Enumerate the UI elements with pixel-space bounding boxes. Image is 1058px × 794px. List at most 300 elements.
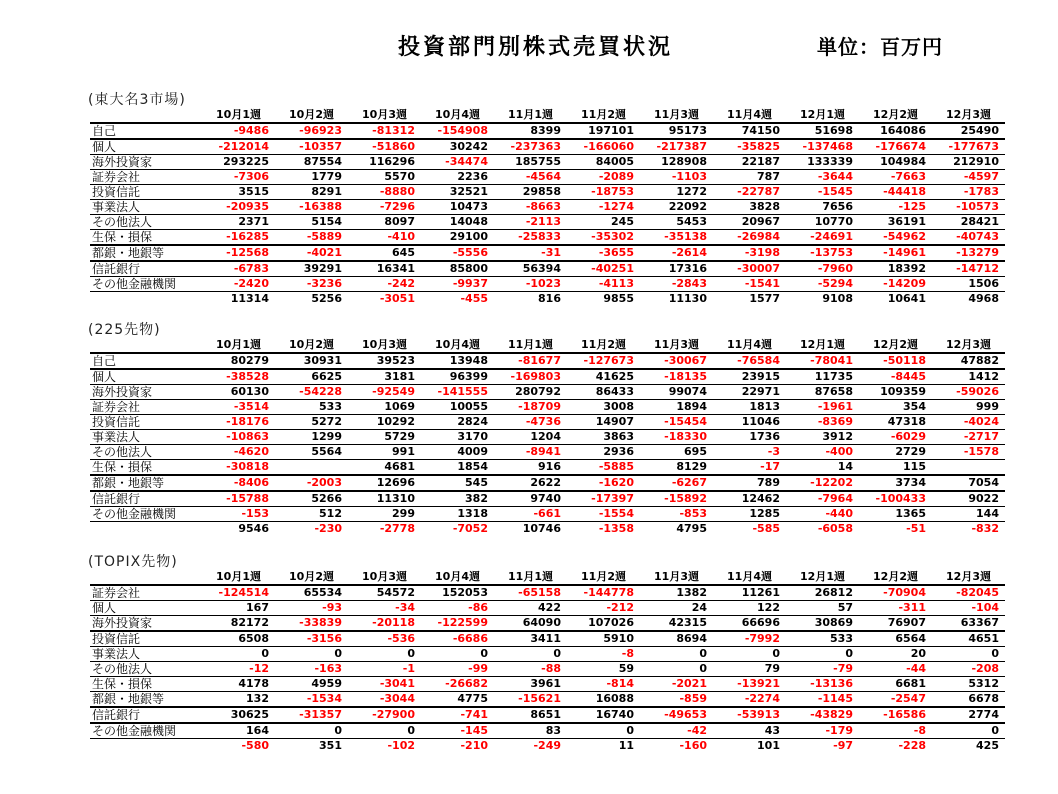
value-cell: 5256 (311, 292, 342, 305)
value-cell: -99 (421, 662, 494, 677)
row-label: 自己 (90, 353, 202, 369)
table-row (90, 677, 1005, 692)
value-cell: 7054 (932, 475, 1005, 491)
value-cell: 9740 (494, 491, 567, 507)
row-label: 自己 (90, 123, 202, 139)
value-cell: -12 (202, 662, 275, 677)
value-cell: -6267 (640, 475, 713, 491)
column-header: 12月2週 (859, 338, 932, 353)
value-cell: -6058 (817, 522, 853, 535)
value-cell: -12568 (202, 245, 275, 261)
value-cell: 354 (859, 400, 932, 415)
value-cell: 17316 (640, 261, 713, 277)
row-label: 海外投資家 (90, 385, 202, 400)
value-cell: -15454 (640, 415, 713, 430)
value-cell: -13921 (713, 677, 786, 692)
value-cell: -145 (421, 723, 494, 739)
value-cell: -455 (460, 292, 488, 305)
value-cell: -18709 (494, 400, 567, 415)
value-cell: -4736 (494, 415, 567, 430)
value-cell: -5889 (275, 230, 348, 246)
value-cell: 533 (275, 400, 348, 415)
value-cell: 645 (348, 245, 421, 261)
value-cell: 0 (640, 647, 713, 662)
value-cell: 16088 (567, 692, 640, 708)
value-cell: 14907 (567, 415, 640, 430)
value-cell: 1854 (421, 460, 494, 476)
value-cell: 86433 (567, 385, 640, 400)
value-cell: -104 (932, 601, 1005, 616)
value-cell: 10473 (421, 200, 494, 215)
value-cell: 0 (275, 647, 348, 662)
total-row (90, 739, 1005, 754)
value-cell: 0 (421, 647, 494, 662)
row-label: その他金融機関 (90, 507, 202, 522)
value-cell: -1578 (932, 445, 1005, 460)
value-cell: 10641 (887, 292, 926, 305)
table-row (90, 170, 1005, 185)
table-row (90, 585, 1005, 601)
value-cell: -10863 (202, 430, 275, 445)
value-cell: 6564 (859, 631, 932, 647)
column-header: 11月1週 (494, 338, 567, 353)
value-cell: 789 (713, 475, 786, 491)
value-cell: 916 (494, 460, 567, 476)
value-cell: 8129 (640, 460, 713, 476)
row-label: その他法人 (90, 215, 202, 230)
table-row (90, 692, 1005, 708)
row-label: 投資信託 (90, 631, 202, 647)
value-cell: 9022 (932, 491, 1005, 507)
value-cell: 13948 (421, 353, 494, 369)
value-cell: -96923 (275, 123, 348, 139)
value-cell: 999 (932, 400, 1005, 415)
value-cell: -859 (640, 692, 713, 708)
value-cell: 30869 (786, 616, 859, 632)
value-cell: -35825 (713, 139, 786, 155)
table-row (90, 415, 1005, 430)
value-cell: -10357 (275, 139, 348, 155)
value-cell: 22187 (713, 155, 786, 170)
value-cell: 8651 (494, 707, 567, 723)
value-cell: -65158 (494, 585, 567, 601)
value-cell: 4651 (932, 631, 1005, 647)
value-cell: 0 (494, 647, 567, 662)
value-cell: 65534 (275, 585, 348, 601)
value-cell: -125 (859, 200, 932, 215)
value-cell: 1577 (749, 292, 780, 305)
value-cell: -81312 (348, 123, 421, 139)
value-cell: 32521 (421, 185, 494, 200)
value-cell: 47318 (859, 415, 932, 430)
value-cell: 0 (348, 647, 421, 662)
row-label: 都銀・地銀等 (90, 692, 202, 708)
value-cell: 39291 (275, 261, 348, 277)
row-label: 信託銀行 (90, 491, 202, 507)
row-label: 個人 (90, 369, 202, 385)
value-cell: 79 (713, 662, 786, 677)
row-label: 個人 (90, 601, 202, 616)
value-cell: -212 (567, 601, 640, 616)
column-header: 12月1週 (786, 570, 859, 585)
value-cell: -54228 (275, 385, 348, 400)
table-row (90, 707, 1005, 723)
value-cell: 4795 (676, 522, 707, 535)
value-cell: 56394 (494, 261, 567, 277)
value-cell: 5564 (275, 445, 348, 460)
value-cell: 3828 (713, 200, 786, 215)
value-cell: -31357 (275, 707, 348, 723)
value-cell: 80279 (202, 353, 275, 369)
section-label: (225先物) (88, 322, 161, 338)
value-cell: 96399 (421, 369, 494, 385)
value-cell: 22971 (713, 385, 786, 400)
column-header: 11月4週 (713, 108, 786, 123)
value-cell: 85800 (421, 261, 494, 277)
value-cell: -42 (640, 723, 713, 739)
column-header: 11月2週 (567, 570, 640, 585)
value-cell: 84005 (567, 155, 640, 170)
value-cell: -34 (348, 601, 421, 616)
value-cell: 695 (640, 445, 713, 460)
value-cell: 10055 (421, 400, 494, 415)
trading-table (90, 108, 1005, 306)
value-cell: -1145 (786, 692, 859, 708)
value-cell: -97 (833, 739, 853, 752)
value-cell: 3912 (786, 430, 859, 445)
value-cell: -15621 (494, 692, 567, 708)
value-cell: 12696 (348, 475, 421, 491)
value-cell: 8694 (640, 631, 713, 647)
value-cell: -4620 (202, 445, 275, 460)
value-cell: -7964 (786, 491, 859, 507)
value-cell: -7663 (859, 170, 932, 185)
value-cell: 43 (713, 723, 786, 739)
value-cell: -4021 (275, 245, 348, 261)
value-cell: 5154 (275, 215, 348, 230)
value-cell: -30067 (640, 353, 713, 369)
value-cell: -93 (275, 601, 348, 616)
value-cell: 1813 (713, 400, 786, 415)
trading-table (90, 570, 1005, 753)
table-row (90, 353, 1005, 369)
value-cell: -9486 (202, 123, 275, 139)
row-label: 生保・損保 (90, 677, 202, 692)
value-cell: -166060 (567, 139, 640, 155)
value-cell: -24691 (786, 230, 859, 246)
column-header: 12月2週 (859, 570, 932, 585)
value-cell: -31 (494, 245, 567, 261)
value-cell: 212910 (932, 155, 1005, 170)
value-cell: 54572 (348, 585, 421, 601)
value-cell: 63367 (932, 616, 1005, 632)
value-cell: -14961 (859, 245, 932, 261)
value-cell: 3863 (567, 430, 640, 445)
value-cell: 1069 (348, 400, 421, 415)
value-cell: 132 (202, 692, 275, 708)
value-cell: -26682 (421, 677, 494, 692)
value-cell: 87658 (786, 385, 859, 400)
value-cell: -1783 (932, 185, 1005, 200)
value-cell: 3170 (421, 430, 494, 445)
total-row-label (90, 292, 202, 307)
value-cell: -51860 (348, 139, 421, 155)
value-cell: 1204 (494, 430, 567, 445)
value-cell: 36191 (859, 215, 932, 230)
value-cell: 6625 (275, 369, 348, 385)
value-cell: -14712 (932, 261, 1005, 277)
value-cell: -2021 (640, 677, 713, 692)
value-cell: -242 (348, 277, 421, 292)
row-label: 投資信託 (90, 415, 202, 430)
value-cell: -18135 (640, 369, 713, 385)
value-cell: 60130 (202, 385, 275, 400)
value-cell: -1358 (598, 522, 634, 535)
value-cell: -14209 (859, 277, 932, 292)
value-cell: 144 (932, 507, 1005, 522)
column-header: 11月2週 (567, 108, 640, 123)
value-cell: 185755 (494, 155, 567, 170)
value-cell: -585 (752, 522, 780, 535)
row-label: その他金融機関 (90, 723, 202, 739)
row-label: 信託銀行 (90, 261, 202, 277)
table-row (90, 601, 1005, 616)
value-cell: -13279 (932, 245, 1005, 261)
value-cell: -2113 (494, 215, 567, 230)
value-cell: -176674 (859, 139, 932, 155)
value-cell: 11310 (348, 491, 421, 507)
value-cell: -18176 (202, 415, 275, 430)
value-cell: 11261 (713, 585, 786, 601)
value-cell: 4775 (421, 692, 494, 708)
value-cell: -153 (202, 507, 275, 522)
value-cell: 1299 (275, 430, 348, 445)
row-label: 都銀・地銀等 (90, 475, 202, 491)
value-cell: 22092 (640, 200, 713, 215)
column-header: 12月3週 (932, 570, 1005, 585)
value-cell: -7296 (348, 200, 421, 215)
value-cell: -237363 (494, 139, 567, 155)
value-cell: 83 (494, 723, 567, 739)
value-cell: -160 (679, 739, 707, 752)
table-row (90, 445, 1005, 460)
trading-table (90, 338, 1005, 536)
value-cell: -13753 (786, 245, 859, 261)
value-cell: -208 (932, 662, 1005, 677)
value-cell: -40743 (932, 230, 1005, 246)
column-header: 11月4週 (713, 570, 786, 585)
value-cell: 116296 (348, 155, 421, 170)
value-cell: -102 (387, 739, 415, 752)
table-row (90, 277, 1005, 292)
value-cell: -212014 (202, 139, 275, 155)
value-cell: -8445 (859, 369, 932, 385)
value-cell: 5910 (567, 631, 640, 647)
value-cell: -59026 (932, 385, 1005, 400)
column-header: 10月1週 (202, 108, 275, 123)
column-header: 11月1週 (494, 570, 567, 585)
value-cell: 533 (786, 631, 859, 647)
value-cell: -1961 (786, 400, 859, 415)
value-cell: -40251 (567, 261, 640, 277)
value-cell: 8291 (275, 185, 348, 200)
column-header: 10月4週 (421, 570, 494, 585)
value-cell: 29858 (494, 185, 567, 200)
value-cell: 0 (202, 647, 275, 662)
value-cell: -17397 (567, 491, 640, 507)
value-cell: 9546 (238, 522, 269, 535)
value-cell: 1272 (640, 185, 713, 200)
value-cell: 25490 (932, 123, 1005, 139)
value-cell: 10746 (522, 522, 561, 535)
value-cell: 41625 (567, 369, 640, 385)
value-cell: -5556 (421, 245, 494, 261)
value-cell: 2824 (421, 415, 494, 430)
value-cell: -50118 (859, 353, 932, 369)
total-row (90, 292, 1005, 307)
table-row (90, 385, 1005, 400)
value-cell: 24 (640, 601, 713, 616)
value-cell: 4681 (348, 460, 421, 476)
table-row (90, 139, 1005, 155)
value-cell (932, 460, 1005, 476)
value-cell: -536 (348, 631, 421, 647)
value-cell: 167 (202, 601, 275, 616)
value-cell: 2622 (494, 475, 567, 491)
column-header: 10月2週 (275, 570, 348, 585)
value-cell: -144778 (567, 585, 640, 601)
row-label-header (90, 108, 202, 123)
value-cell: -86 (421, 601, 494, 616)
row-label: 事業法人 (90, 430, 202, 445)
value-cell: 164 (202, 723, 275, 739)
value-cell: -2089 (567, 170, 640, 185)
table-row (90, 123, 1005, 139)
value-cell: -2843 (640, 277, 713, 292)
value-cell: -7992 (713, 631, 786, 647)
column-header: 10月4週 (421, 108, 494, 123)
value-cell: 787 (713, 170, 786, 185)
value-cell: -76584 (713, 353, 786, 369)
value-cell: 3734 (859, 475, 932, 491)
value-cell: -30007 (713, 261, 786, 277)
value-cell: -100433 (859, 491, 932, 507)
value-cell: -81677 (494, 353, 567, 369)
table-row (90, 185, 1005, 200)
table-row (90, 507, 1005, 522)
value-cell: -4024 (932, 415, 1005, 430)
value-cell: -124514 (202, 585, 275, 601)
header-row (90, 108, 1005, 123)
value-cell: 152053 (421, 585, 494, 601)
value-cell: 4178 (202, 677, 275, 692)
table-row (90, 723, 1005, 739)
value-cell: 0 (932, 647, 1005, 662)
value-cell: -179 (786, 723, 859, 739)
value-cell: -33839 (275, 616, 348, 632)
value-cell: 3515 (202, 185, 275, 200)
table-row (90, 230, 1005, 246)
value-cell: 12462 (713, 491, 786, 507)
value-cell: -38528 (202, 369, 275, 385)
value-cell: -1 (348, 662, 421, 677)
value-cell: 10770 (786, 215, 859, 230)
value-cell: -5885 (567, 460, 640, 476)
row-label: 事業法人 (90, 200, 202, 215)
value-cell: 20967 (713, 215, 786, 230)
value-cell: 109359 (859, 385, 932, 400)
value-cell: -44418 (859, 185, 932, 200)
value-cell: -230 (314, 522, 342, 535)
value-cell: 10292 (348, 415, 421, 430)
value-cell: -44 (859, 662, 932, 677)
header-row (90, 570, 1005, 585)
value-cell: 425 (976, 739, 999, 752)
value-cell: -20935 (202, 200, 275, 215)
value-cell: 9108 (822, 292, 853, 305)
value-cell: -580 (241, 739, 269, 752)
value-cell: 1365 (859, 507, 932, 522)
value-cell: 1382 (640, 585, 713, 601)
value-cell: 6681 (859, 677, 932, 692)
value-cell: -311 (859, 601, 932, 616)
value-cell: 197101 (567, 123, 640, 139)
row-label: 事業法人 (90, 647, 202, 662)
value-cell: 26812 (786, 585, 859, 601)
value-cell: -1620 (567, 475, 640, 491)
market-section-topix-futures (88, 555, 1005, 753)
value-cell: 6678 (932, 692, 1005, 708)
value-cell: -26984 (713, 230, 786, 246)
table-row (90, 491, 1005, 507)
value-cell: 351 (319, 739, 342, 752)
table-row (90, 616, 1005, 632)
value-cell: 23915 (713, 369, 786, 385)
value-cell: -17 (713, 460, 786, 476)
column-header: 10月3週 (348, 108, 421, 123)
value-cell: 59 (567, 662, 640, 677)
value-cell: 245 (567, 215, 640, 230)
value-cell: -2003 (275, 475, 348, 491)
value-cell: -25833 (494, 230, 567, 246)
value-cell: -49653 (640, 707, 713, 723)
value-cell: 2236 (421, 170, 494, 185)
value-cell: 816 (538, 292, 561, 305)
value-cell: 545 (421, 475, 494, 491)
column-header: 11月3週 (640, 570, 713, 585)
total-row-label (90, 739, 202, 754)
value-cell: -2547 (859, 692, 932, 708)
value-cell: -8 (859, 723, 932, 739)
value-cell: 991 (348, 445, 421, 460)
value-cell: -27900 (348, 707, 421, 723)
value-cell: -82045 (932, 585, 1005, 601)
table-row (90, 460, 1005, 476)
value-cell: 5453 (640, 215, 713, 230)
row-label: 個人 (90, 139, 202, 155)
value-cell: -20118 (348, 616, 421, 632)
value-cell: -853 (640, 507, 713, 522)
value-cell: 7656 (786, 200, 859, 215)
column-header: 12月1週 (786, 108, 859, 123)
value-cell: 0 (932, 723, 1005, 739)
row-label: 証券会社 (90, 400, 202, 415)
value-cell: 4968 (968, 292, 999, 305)
value-cell: 5570 (348, 170, 421, 185)
value-cell: 2371 (202, 215, 275, 230)
value-cell: -5294 (786, 277, 859, 292)
value-cell: 2774 (932, 707, 1005, 723)
